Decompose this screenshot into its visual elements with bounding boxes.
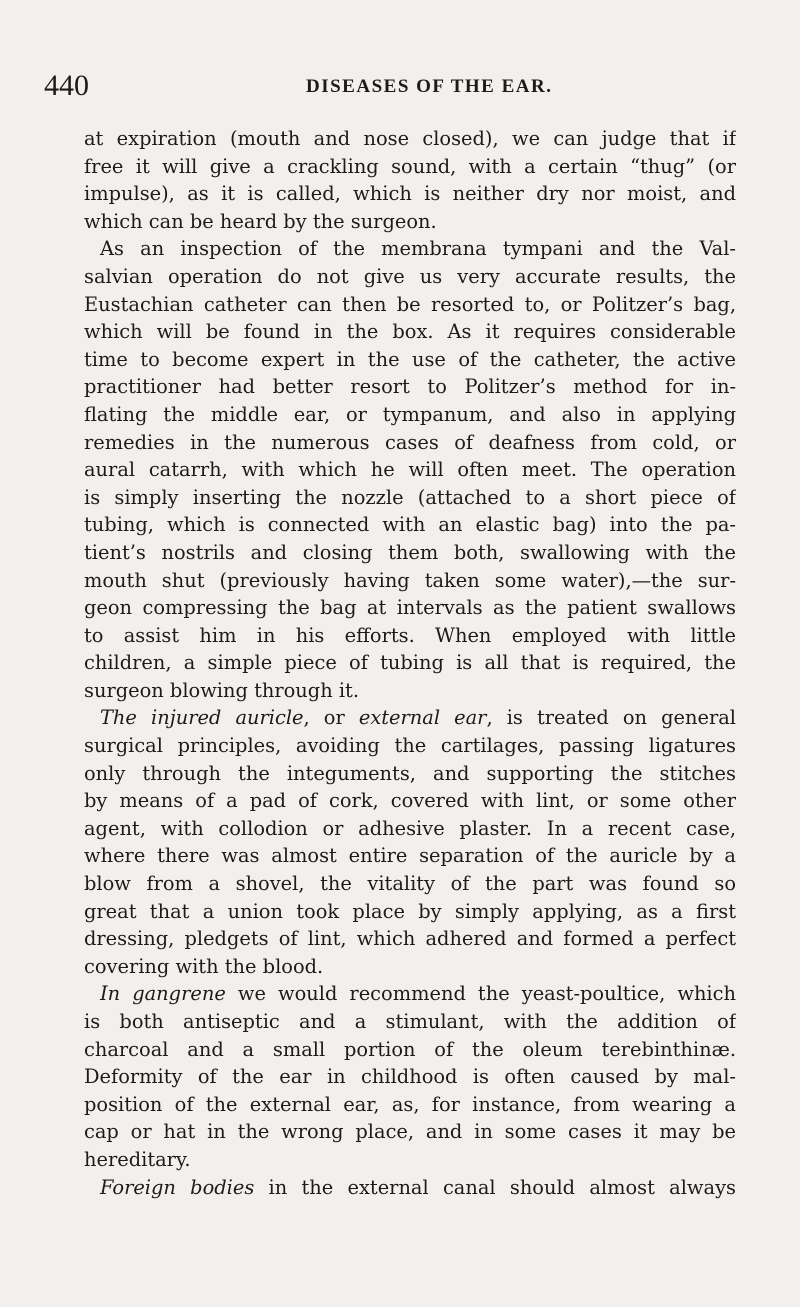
text-line: agent, with collodion or adhesive plaster. In a recent case, [84, 816, 736, 840]
text-line: great that a union took place by simply applying, as a first [84, 899, 736, 923]
text-line: children, a simple piece of tubing is all that is required, the [84, 651, 736, 675]
text-line: charcoal and a small portion of the oleum terebinthinæ. [84, 1037, 736, 1061]
italic-phrase: Foreign bodies [100, 1175, 255, 1199]
text-line: to assist him in his efforts. When employed with little [84, 623, 736, 647]
text-line: Eustachian catheter can then be resorted to, or Politzer’s bag, [84, 292, 736, 316]
text-line: tient’s nostrils and closing them both, swallowing with the [84, 540, 736, 564]
text-line: free it will give a crackling sound, with a certain “thug” (or [84, 154, 736, 178]
text-line: covering with the blood. [84, 954, 324, 978]
text-line: cap or hat in the wrong place, and in some cases it may be [84, 1120, 736, 1144]
text-line: surgeon blowing through it. [84, 678, 360, 702]
text-line: As an inspection of the membrana tympani and the Val- [100, 237, 736, 261]
page-number: 440 [44, 69, 89, 102]
text-line: surgical principles, avoiding the cartilages, passing ligatures [84, 734, 736, 758]
text-line: mouth shut (previously having taken some water),—the sur- [84, 568, 736, 592]
text-line: Deformity of the ear in childhood is often caused by mal- [84, 1065, 736, 1089]
text-line: time to become expert in the use of the catheter, the active [84, 347, 736, 371]
text-line: impulse), as it is called, which is neither dry nor moist, and [84, 182, 736, 206]
body-text [84, 125, 736, 1201]
text-line: is both antiseptic and a stimulant, with the addition of [84, 1010, 736, 1033]
italic-phrase: The injured auricle [100, 706, 304, 730]
text-line: flating the middle ear, or tympanum, and also in applying [84, 402, 736, 426]
text-line: practitioner had better resort to Politzer’s method for in- [84, 375, 736, 399]
text-line: is simply inserting the nozzle (attached to a short piece of [84, 485, 736, 509]
running-head: DISEASES OF THE EAR. [306, 76, 553, 97]
text-line: where there was almost entire separation of the auricle by a [84, 844, 736, 868]
text-line: which can be heard by the surgeon. [84, 209, 437, 233]
text-line-italic-lead: In gangrene we would recommend the yeast-poultice, which [100, 982, 736, 1006]
text-line: by means of a pad of cork, covered with lint, or some other [84, 789, 736, 813]
text-line-italic-lead: Foreign bodies in the external canal should almost always [100, 1175, 736, 1199]
text-line: hereditary. [84, 1147, 191, 1171]
page-header [44, 68, 744, 104]
text-line: geon compressing the bag at intervals as the patient swallows [84, 596, 736, 620]
text-line: dressing, pledgets of lint, which adhered and formed a perfect [84, 927, 736, 951]
text-line: position of the external ear, as, for instance, from wearing a [84, 1092, 736, 1116]
text-line: blow from a shovel, the vitality of the part was found so [84, 872, 736, 896]
italic-phrase: In gangrene [100, 982, 226, 1006]
text-line: remedies in the numerous cases of deafness from cold, or [84, 430, 736, 454]
text-line-italic-lead: The injured auricle, or external ear, is treated on general [100, 706, 736, 730]
italic-phrase: external ear [358, 706, 487, 730]
text-line: only through the integuments, and supporting the stitches [84, 761, 736, 785]
text-line: tubing, which is connected with an elastic bag) into the pa- [84, 513, 736, 537]
text-line: aural catarrh, with which he will often meet. The operation [84, 458, 736, 482]
text-line: at expiration (mouth and nose closed), we can judge that if [84, 127, 736, 150]
text-line: which will be found in the box. As it requires considerable [84, 320, 736, 344]
text-line: salvian operation do not give us very accurate results, the [84, 264, 736, 288]
